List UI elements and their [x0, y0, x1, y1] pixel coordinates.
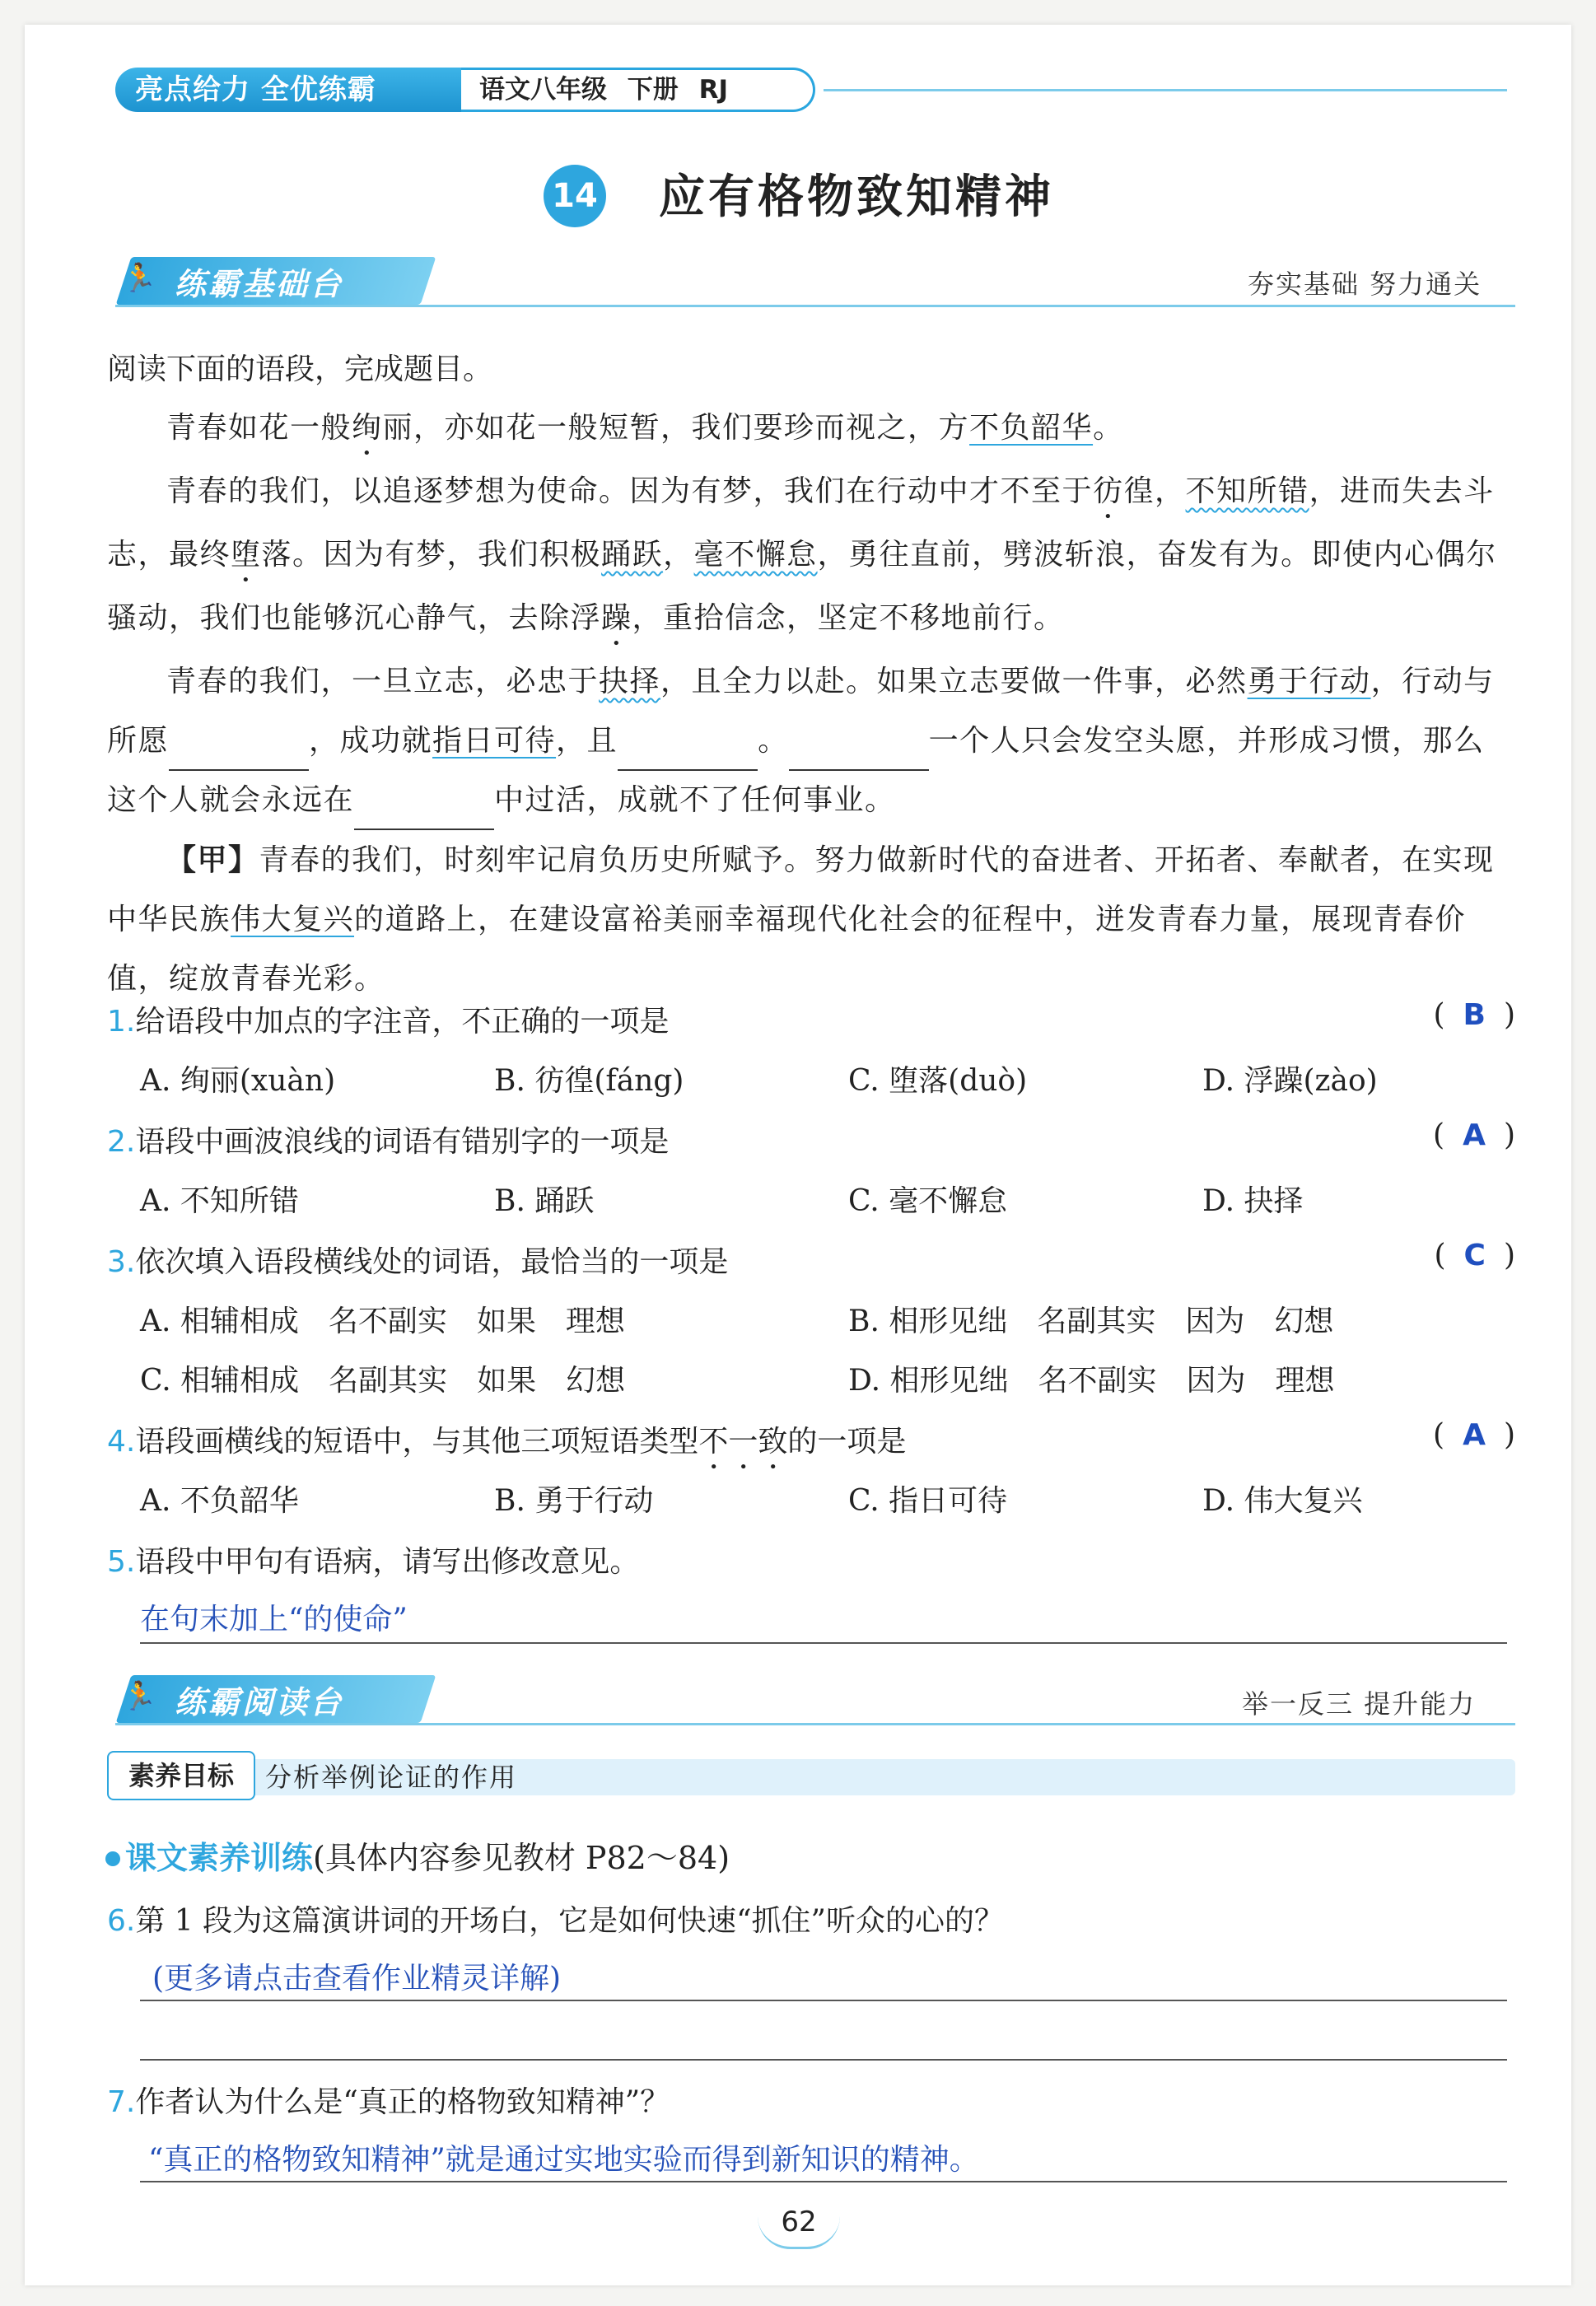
fill-blank-1[interactable] — [169, 736, 309, 771]
question-1: 1.给语段中加点的字注音，不正确的一项是 ( B ) — [107, 998, 1515, 1039]
question-3: 3.依次填入语段横线处的词语，最恰当的一项是 ( C ) — [107, 1239, 1515, 1279]
bullet-icon — [105, 1851, 120, 1866]
answer-bracket-2[interactable]: ( A ) — [1433, 1118, 1515, 1152]
question-6: 6.第 1 段为这篇演讲词的开场白，它是如何快速“抓住”听众的心的？ — [107, 1904, 1004, 1938]
answer-text-7[interactable]: “真正的格物致知精神”就是通过实地实验而得到新知识的精神。 — [148, 2143, 979, 2177]
reading-passage — [107, 399, 1507, 1009]
question-7: 7.作者认为什么是“真正的格物致知精神”？ — [107, 2085, 670, 2119]
answer-line — [140, 2181, 1507, 2182]
fill-blank-2[interactable] — [618, 736, 758, 771]
option-d[interactable]: D. 浮躁(zào) — [1202, 1064, 1378, 1098]
option-c[interactable]: C. 指日可待 — [848, 1484, 1008, 1518]
subsection-title: 课文素养训练(具体内容参见教材 P82～84) — [125, 1840, 730, 1876]
option-d[interactable]: D. 相形见绌 名不副实 因为 理想 — [848, 1364, 1335, 1398]
goal-label: 素养目标 — [107, 1751, 255, 1800]
passage-paragraph-4: 【甲】青春的我们，时刻牢记肩负历史所赋予。努力做新时代的奋进者、开拓者、奉献者，在实现中华民族伟大复兴的道路上，在建设富裕美丽幸福现代化社会的征程中，迸发青春力量，展现青春价值，绽放青春光彩。 — [107, 843, 1495, 996]
passage-paragraph-2: 青春的我们，以追逐梦想为使命。因为有梦，我们在行动中才不至于彷徨，不知所错，进而失去斗志，最终堕落。因为有梦，我们积极踊跃，毫不懈怠，勇往直前，劈波斩浪，奋发有为。即使内心偶尔骚动，我们也能够沉心静气，去除浮躁，重拾信念，坚定不移地前行。 — [107, 474, 1497, 635]
reading-instruction: 阅读下面的语段，完成题目。 — [107, 352, 493, 386]
option-a[interactable]: A. 不知所错 — [140, 1184, 299, 1218]
answer-bracket-4[interactable]: ( A ) — [1433, 1418, 1515, 1452]
question-4: 4.语段画横线的短语中，与其他三项短语类型不一致的一项是 ( A ) — [107, 1418, 1515, 1459]
section-divider — [115, 1723, 1515, 1725]
option-c[interactable]: C. 毫不懈怠 — [848, 1184, 1008, 1218]
goal-text: 分析举例论证的作用 — [265, 1762, 518, 1793]
answer-bracket-3[interactable]: ( C ) — [1434, 1239, 1515, 1272]
passage-paragraph-1: 青春如花一般绚丽，亦如花一般短暂，我们要珍而视之，方不负韶华。 — [166, 411, 1124, 445]
option-b[interactable]: B. 相形见绌 名副其实 因为 幻想 — [848, 1305, 1334, 1338]
fill-blank-4[interactable] — [354, 796, 494, 830]
runner-icon: 🏃 — [122, 262, 157, 295]
section-title-basic: 练霸基础台 — [175, 266, 344, 302]
option-c[interactable]: C. 堕落(duò) — [848, 1064, 1028, 1098]
options-3-row-2 — [140, 1357, 1524, 1398]
brand-label: 亮点给力 全优练霸 — [115, 68, 461, 112]
option-a[interactable]: A. 绚丽(xuàn) — [140, 1064, 336, 1098]
question-2: 2.语段中画波浪线的词语有错别字的一项是 ( A ) — [107, 1118, 1515, 1159]
book-info: 语文八年级 下册 RJ — [461, 68, 815, 112]
answer-line — [140, 2059, 1507, 2061]
section-title-reading: 练霸阅读台 — [175, 1684, 344, 1720]
option-a[interactable]: A. 相辅相成 名不副实 如果 理想 — [140, 1305, 625, 1338]
option-b[interactable]: B. 踊跃 — [494, 1184, 595, 1218]
options-3-row-1 — [140, 1298, 1524, 1339]
option-d[interactable]: D. 抉择 — [1202, 1184, 1304, 1218]
answer-bracket-1[interactable]: ( B ) — [1433, 998, 1515, 1032]
options-2 — [140, 1178, 1524, 1219]
option-b[interactable]: B. 勇于行动 — [494, 1484, 654, 1518]
options-4 — [140, 1477, 1524, 1519]
header-divider — [824, 89, 1507, 91]
section-slogan-basic: 夯实基础 努力通关 — [1248, 268, 1482, 300]
section-divider — [115, 305, 1515, 307]
option-d[interactable]: D. 伟大复兴 — [1202, 1484, 1363, 1518]
section-slogan-reading: 举一反三 提升能力 — [1242, 1688, 1477, 1720]
runner-icon: 🏃 — [122, 1680, 157, 1713]
answer-line — [140, 2000, 1507, 2001]
option-b[interactable]: B. 彷徨(fáng) — [494, 1064, 684, 1098]
lesson-number: 14 — [544, 165, 606, 227]
fill-blank-3[interactable] — [789, 736, 929, 771]
page-number: 62 — [758, 2197, 840, 2249]
question-5: 5.语段中甲句有语病，请写出修改意见。 — [107, 1545, 640, 1579]
answer-link-6[interactable]: (更多请点击查看作业精灵详解) — [152, 1962, 562, 1996]
option-a[interactable]: A. 不负韶华 — [140, 1484, 299, 1518]
passage-paragraph-3: 青春的我们，一旦立志，必忠于抉择，且全力以赴。如果立志要做一件事，必然勇于行动，行动与所愿 ，成功就指日可待，且 。 一个人只会发空头愿，并形成习惯，那么这个人就会永远在 中过活，成就不了任何事业。 — [107, 652, 1507, 830]
options-1 — [140, 1057, 1524, 1099]
answer-line — [140, 1642, 1507, 1644]
lesson-title: 应有格物致知精神 — [659, 170, 1054, 224]
answer-text-5[interactable]: 在句末加上“的使命” — [140, 1603, 408, 1636]
option-c[interactable]: C. 相辅相成 名副其实 如果 幻想 — [140, 1364, 626, 1398]
